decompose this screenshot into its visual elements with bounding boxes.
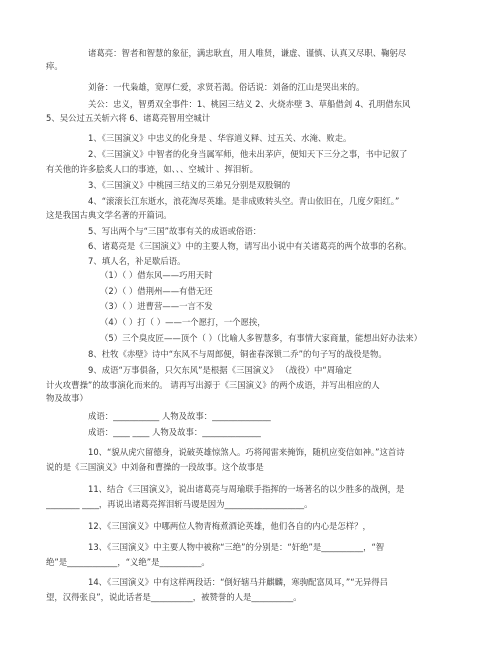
question-3: 3、《三国演义》中桃园三结义的三弟兄分别是双股铜的 (88, 180, 291, 190)
text-line: 刘备：一代枭雄，宽厚仁爱，求贤若渴。俗话说：刘备的江山是哭出来的。 (88, 82, 365, 92)
text-line: 瘁。 (46, 61, 63, 71)
proverb-1: （1）（ ）借东风——巧用天时 (100, 270, 213, 280)
question-9: 9、成语“万事俱备，只欠东风”是根据《三国演义》 （战役）中“周瑜定 (88, 365, 352, 375)
question-6: 6、诸葛亮是《三国演义》中的主要人物，请写出小说中有关诸葛亮的两个故事的名称。 (88, 241, 412, 251)
text-line: 有关他的许多脍炙人口的事迹，如、、、空城计 、挥泪斩。 (46, 164, 259, 174)
question-14: 14、《三国演义》中有这样两段话：“倒好辖马并麒麟，寒驹配富凤耳，”“无异得吕 (88, 577, 389, 587)
question-5: 5、写出两个与“三国”故事有关的成语或俗语： (88, 226, 262, 236)
proverb-3: （3）（ ）进曹营——一言不发 (100, 301, 213, 311)
text-line: 物及故事） (46, 393, 88, 403)
text-line: ________ ____，再说出诸葛亮挥泪斩马谡是因为___________________。 (46, 499, 313, 509)
question-4: 4、“滚滚长江东逝水，浪花淘尽英雄。是非成败转头空。青山依旧在，几度夕阳红。” (88, 196, 400, 206)
question-2: 2、《三国演义》中智者的化身当属军师，他未出茅庐，便知天下三分之事，书中记叙了 (88, 149, 408, 159)
text-line: 诸葛亮：智者和智慧的象征，满忠耿直，用人唯贤，谦虚、谨慎、认真又尽职、鞠躬尽 (88, 48, 407, 58)
question-10: 10、“貌从虎穴留德身，说破英雄惊煞人。巧将闻雷来掩饰，随机应变信如神。”这首诗 (88, 447, 405, 457)
question-7: 7、填人名，补足歇后语。 (88, 256, 186, 266)
idiom-blank-2: 成语：____ ____ 人物及故事：______________ (88, 427, 261, 437)
text-line: 计火攻曹操”的故事演化而来的。 请再写出源于《三国演义》的两个成语，并写出相应的人 (46, 380, 380, 390)
proverb-5: （5）三个臭皮匠——顶个（ ）（比喻人多智慧多，有事情大家商量，能想出好办法来） (100, 333, 423, 343)
question-8: 8、杜牧《赤壁》诗中“东风不与周郎便，铜雀春深锁二乔”的句子写的战役是物。 (88, 349, 387, 359)
question-11: 11、结合《三国演义》，说出诸葛亮与周瑜联手指挥的一场著名的以少胜多的战例，是 (88, 484, 405, 494)
text-line: 关公：忠义，智勇双全事件：1、桃园三结义 2、火烧赤壁 3、草船借剑 4、孔明借东风 (88, 99, 411, 109)
text-line: 绝”是____________，“义绝”是__________。 (46, 557, 210, 567)
proverb-4: （4）（ ）打（ ）——一个愿打，一个愿挨， (100, 317, 266, 327)
text-line: 说的是《三国演义》中刘备和曹操的一段故事。这个故事是 (46, 462, 264, 472)
text-line: 这是我国古典文学名著的开篇词。 (46, 210, 172, 220)
idiom-blank-1: 成语：___________ 人物及故事：______________ (88, 411, 271, 421)
text-line: 5、吴公过五关斩六将 6、诸葛亮智用空城计 (46, 113, 211, 123)
question-12: 12、《三国演义》中哪两位人物青梅煮酒论英雄，他们各自的内心是怎样？， (88, 521, 371, 531)
proverb-2: （2）（ ）借荆州——有借无还 (100, 286, 213, 296)
text-line: 望，汉得张良”，说此话者是__________，被赞誉的人是__________。 (46, 592, 302, 602)
question-13: 13、《三国演义》中主要人物中被称“三绝”的分别是：“奸绝”是__________，“智 (88, 542, 385, 552)
question-1: 1、《三国演义》中忠义的化身是 、华容道义释、过五关、水淹、败走。 (88, 133, 352, 143)
